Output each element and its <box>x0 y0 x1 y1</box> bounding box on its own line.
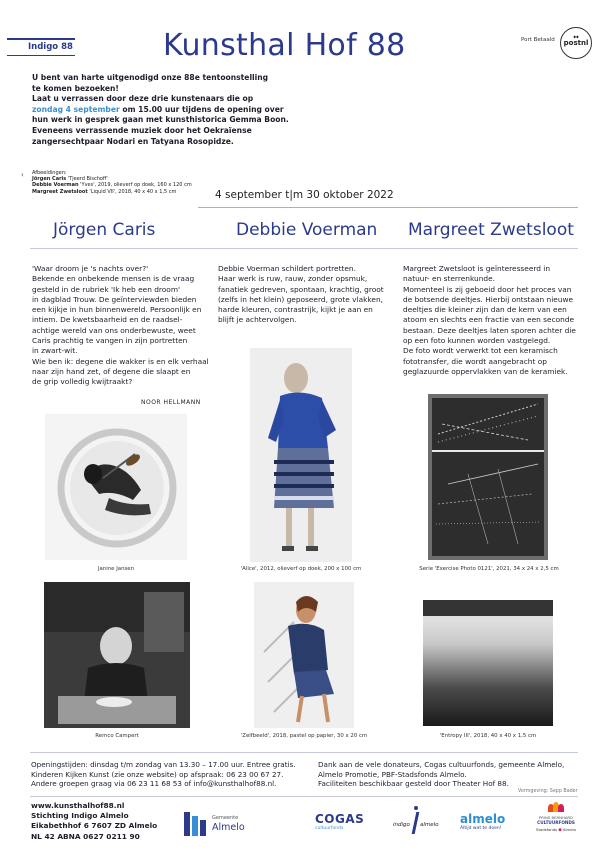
logo-cogas: COGAS cultuurfonds <box>315 812 365 831</box>
artwork-exercise-photo <box>428 394 548 560</box>
footer-rule <box>30 796 578 797</box>
opening-hours: Openingstijden: dinsdag t/m zondag van 13.30 – 17.00 uur. Entree gratis. Kinderen Kijken Kunst (zie onze website) op afspraak: 06 23 00 67 27. Andere groepen graag via 06 23 11 68 53 of info@kunsthalhof88.nl. <box>31 760 296 789</box>
caption-alice: 'Alice', 2012, olieverf op doek, 200 x 100 cm <box>240 566 362 572</box>
artist-name-caris: Jörgen Caris <box>53 220 156 240</box>
dates-rule <box>198 207 578 208</box>
caption-remco-campert: Remco Campert <box>95 733 139 739</box>
postage-label: Port Betaald <box>521 37 555 43</box>
design-credit: Vormgeving: Sepp Bader <box>518 789 578 794</box>
header-rule-left-bottom <box>7 55 75 56</box>
info-rule <box>30 752 578 753</box>
chevron-left-icon: ‹ <box>21 171 24 179</box>
artist-name-voerman: Debbie Voerman <box>236 220 378 240</box>
heading-rule <box>30 248 578 249</box>
artwork-entropy-iii <box>423 600 553 726</box>
painting-alice <box>250 348 352 562</box>
footer-address: www.kunsthalhof88.nl Stichting Indigo Almelo Eikabethhof 6 7607 ZD Almelo NL 42 ABNA 0627 0211 90 <box>31 801 158 841</box>
artist-name-zwetsloot: Margreet Zwetsloot <box>408 220 574 240</box>
zwetsloot-text: Margreet Zwetsloot is geïnteresseerd in natuur- en sterrenkunde. Momenteel is zij geboeid door het proces van de botsende deeltjes. Hierbij ontstaan nieuwe deeltjes die kleiner zijn dan de kern van een atoom en slechts een fractie van een seconde bestaan. Deze deeltjes laten sporen achter die op een foto kunnen worden vastgelegd. De foto wordt verwerkt tot een keramisch fototransfer, die wordt aangebracht op geglazuurde oppervlakken van de keramiek. <box>403 264 576 376</box>
header-rule-left <box>7 38 75 40</box>
thanks-text: Dank aan de vele donateurs, Cogas cultuurfonds, gemeente Almelo, Almelo Promotie, PBF-Stadsfonds Almelo. Faciliteiten beschikbaar gesteld door Theater Hof 88. <box>318 760 565 789</box>
photo-remco-campert <box>44 582 190 728</box>
article-author: NOOR HELLMANN <box>141 399 201 406</box>
voerman-text: Debbie Voerman schildert portretten. Haar werk is ruw, rauw, zonder opsmuk, fanatiek gedreven, spontaan, krachtig, groot (zelfs in het klein) geposeerd, grote vlakken, harde kleuren, contrastrijk, kijkt je aan en blijft je achtervolgen. <box>218 264 384 325</box>
exhibition-dates: 4 september t|m 30 oktober 2022 <box>215 189 394 201</box>
photo-janine-jansen <box>45 414 187 560</box>
caption-exercise-photo: Serie 'Exercise Photo 0121', 2021, 34 x 24 x 2,5 cm <box>419 566 559 572</box>
painting-zelfbeeld <box>254 582 354 728</box>
logo-gemeente-almelo: Gemeente Almelo <box>184 808 274 840</box>
intro-text: U bent van harte uitgenodigd onze 88e tentoonstelling te komen bezoeken! Laat u verrassen door deze drie kunstenaars die op zondag 4 september om 15.00 uur tijdens de opening over hun werk in gesprek gaan met kunsthistorica Gemma Boon. Eveneens verrassende muziek door het Oekraïense zangersechtpaar Nodari en Tatyana Rosopidze. <box>32 73 289 146</box>
caption-janine-jansen: Janine Jansen <box>97 566 135 572</box>
logo-almelo-promotie: almelo Altijd wat te doen! <box>460 812 506 831</box>
logo-indigo-almelo: indigo almelo <box>393 806 443 838</box>
website-link[interactable]: www.kunsthalhof88.nl <box>31 801 125 810</box>
caption-entropy-iii: 'Entropy III', 2018, 40 x 40 x 1,5 cm <box>439 733 537 739</box>
caris-text: 'Waar droom je 's nachts over?' Bekende en onbekende mensen is de vraag gesteld in de rubriek 'Ik heb een droom' in dagblad Trouw. De geïnterviewden bieden een kijkje in hun binnenwereld. Persoonlijk en intiem. De kwetsbaarheid en de raadsel- achtige wereld van ons onderbewuste, weet Caris prachtig te vangen in zijn portretten in zwart-wit. Wie ben ik: degene die wakker is en elk verhaal naar zijn hand zet, of degene die slaapt en de grip volledig kwijtraakt? <box>32 264 209 387</box>
image-credits: Afbeeldingen: Jörgen Caris 'Tjeerd Bischoff' Debbie Voerman 'Yves', 2019, olieverf op doek, 160 x 120 cm Margreet Zwetsloot 'Liquid VII', 2018, 40 x 40 x 1,5 cm <box>32 170 192 195</box>
badge: Indigo 88 <box>28 42 73 52</box>
caption-zelfbeeld: 'Zelfbeeld', 2018, pastel op papier, 30 x 20 cm <box>240 733 368 739</box>
page-title: Kunsthal Hof 88 <box>163 28 406 63</box>
postnl-logo: ⬥⬥ postnl <box>560 27 592 59</box>
logo-prins-bernhard: PRINS BERNHARD CULTUURFONDS Stadsfonds ⬢ Almelo <box>533 802 579 848</box>
